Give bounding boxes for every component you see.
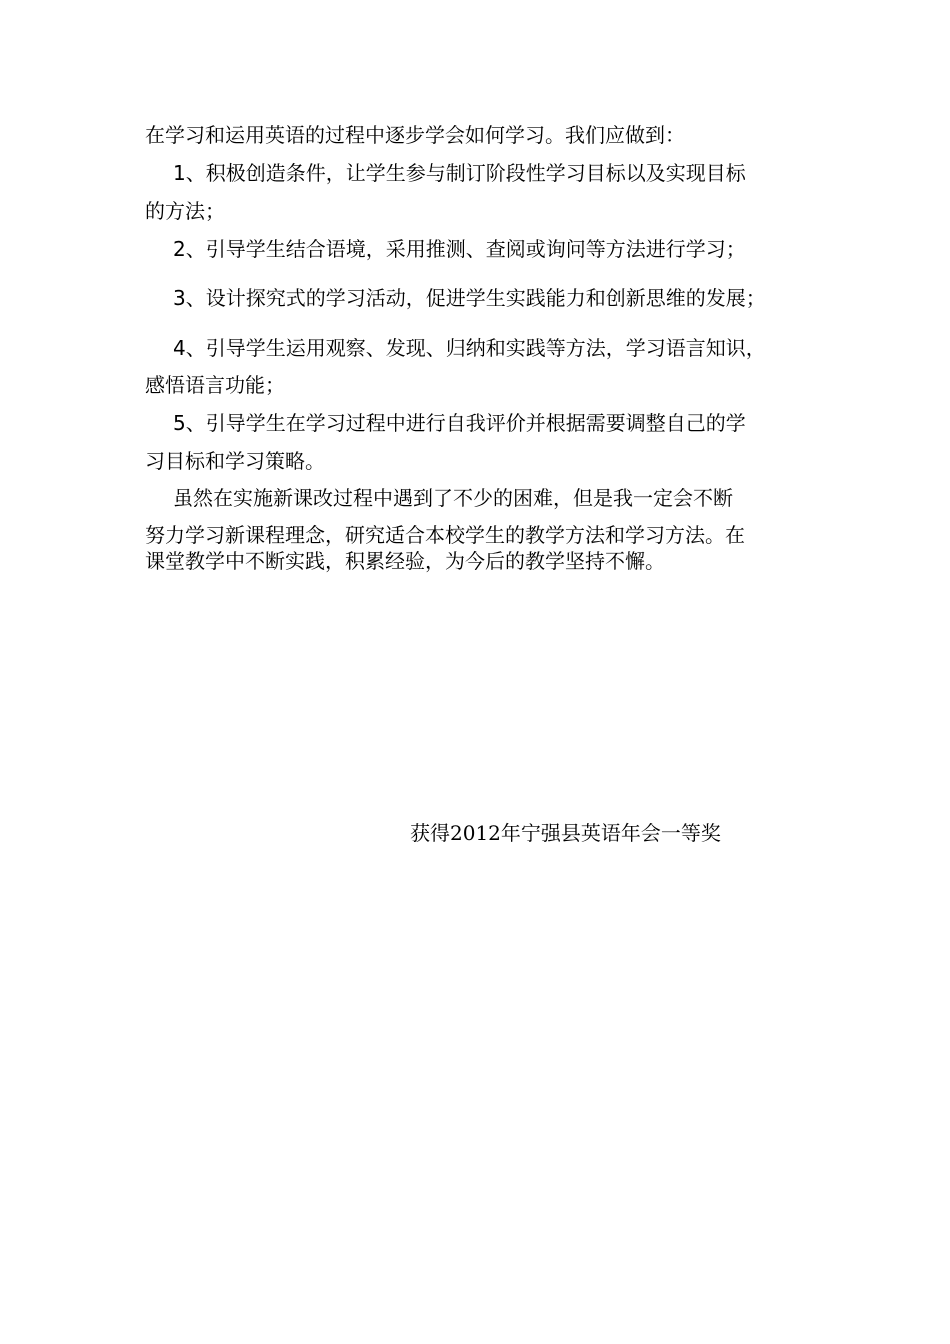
list-item-4: 4、引导学生运用观察、发现、归纳和实践等方法，学习语言知识， bbox=[173, 336, 766, 360]
paragraph-line: 努力学习新课程理念，研究适合本校学生的教学方法和学习方法。在 bbox=[145, 523, 745, 547]
list-item-2: 2、引导学生结合语境，采用推测、查阅或询问等方法进行学习； bbox=[173, 237, 746, 261]
paragraph-line: 虽然在实施新课改过程中遇到了不少的困难，但是我一定会不断 bbox=[173, 486, 733, 510]
text-line: 感悟语言功能； bbox=[145, 373, 285, 397]
text-line: 在学习和运用英语的过程中逐步学会如何学习。我们应做到： bbox=[145, 123, 685, 147]
paragraph-line: 课堂教学中不断实践，积累经验，为今后的教学坚持不懈。 bbox=[145, 549, 665, 573]
list-item-5: 5、引导学生在学习过程中进行自我评价并根据需要调整自己的学 bbox=[173, 411, 746, 435]
text-line: 习目标和学习策略。 bbox=[145, 449, 325, 473]
award-note: 获得2012年宁强县英语年会一等奖 bbox=[410, 821, 721, 845]
text-line: 的方法； bbox=[145, 199, 225, 223]
list-item-3: 3、设计探究式的学习活动，促进学生实践能力和创新思维的发展； bbox=[173, 286, 766, 310]
list-item-1: 1、积极创造条件，让学生参与制订阶段性学习目标以及实现目标 bbox=[173, 161, 746, 185]
